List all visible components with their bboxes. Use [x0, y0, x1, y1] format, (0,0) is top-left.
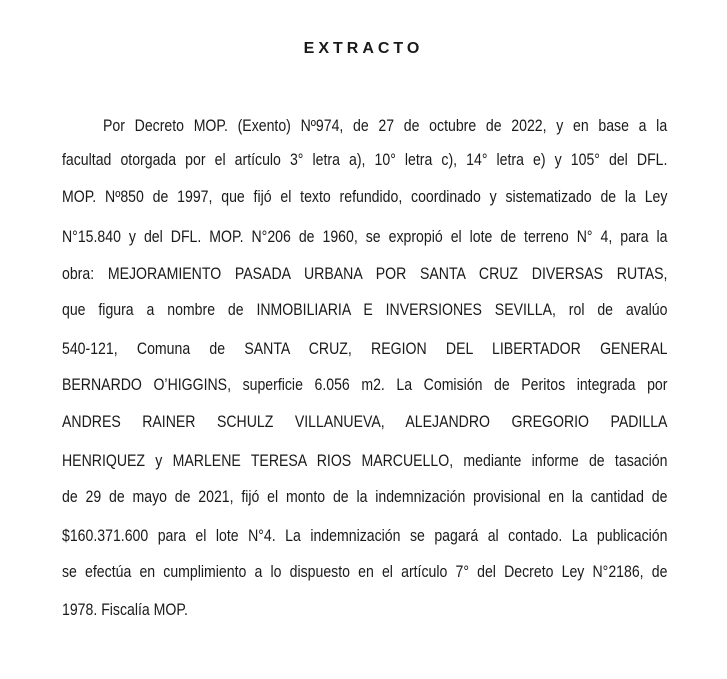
- paragraph-line: HENRIQUEZ y MARLENE TERESA RIOS MARCUELLO, mediante informe de tasación: [62, 452, 668, 470]
- paragraph-line: se efectúa en cumplimiento a lo dispuesto en el artículo 7° del Decreto Ley N°2186, de: [62, 563, 668, 581]
- paragraph-line: de 29 de mayo de 2021, fijó el monto de la indemnización provisional en la cantidad de: [62, 488, 668, 506]
- paragraph-line: ANDRES RAINER SCHULZ VILLANUEVA, ALEJANDRO GREGORIO PADILLA: [62, 413, 668, 431]
- paragraph-line: Por Decreto MOP. (Exento) Nº974, de 27 de octubre de 2022, y en base a la: [103, 117, 668, 135]
- document-title: EXTRACTO: [303, 40, 424, 57]
- paragraph-line: facultad otorgada por el artículo 3° letra a), 10° letra c), 14° letra e) y 105° del DFL.: [62, 151, 668, 169]
- paragraph-line: obra: MEJORAMIENTO PASADA URBANA POR SANTA CRUZ DIVERSAS RUTAS,: [62, 265, 668, 283]
- paragraph-line: N°15.840 y del DFL. MOP. N°206 de 1960, se expropió el lote de terreno N° 4, para la: [62, 228, 668, 246]
- paragraph-line: $160.371.600 para el lote N°4. La indemnización se pagará al contado. La publicación: [62, 527, 668, 545]
- paragraph-line: 1978. Fiscalía MOP.: [62, 601, 188, 619]
- paragraph-line: que figura a nombre de INMOBILIARIA E INVERSIONES SEVILLA, rol de avalúo: [62, 301, 668, 319]
- paragraph-line: 540-121, Comuna de SANTA CRUZ, REGION DEL LIBERTADOR GENERAL: [62, 340, 668, 358]
- paragraph-line: MOP. Nº850 de 1997, que fijó el texto refundido, coordinado y sistematizado de la Ley: [62, 188, 668, 206]
- paragraph-line: BERNARDO O’HIGGINS, superficie 6.056 m2. La Comisión de Peritos integrada por: [62, 376, 668, 394]
